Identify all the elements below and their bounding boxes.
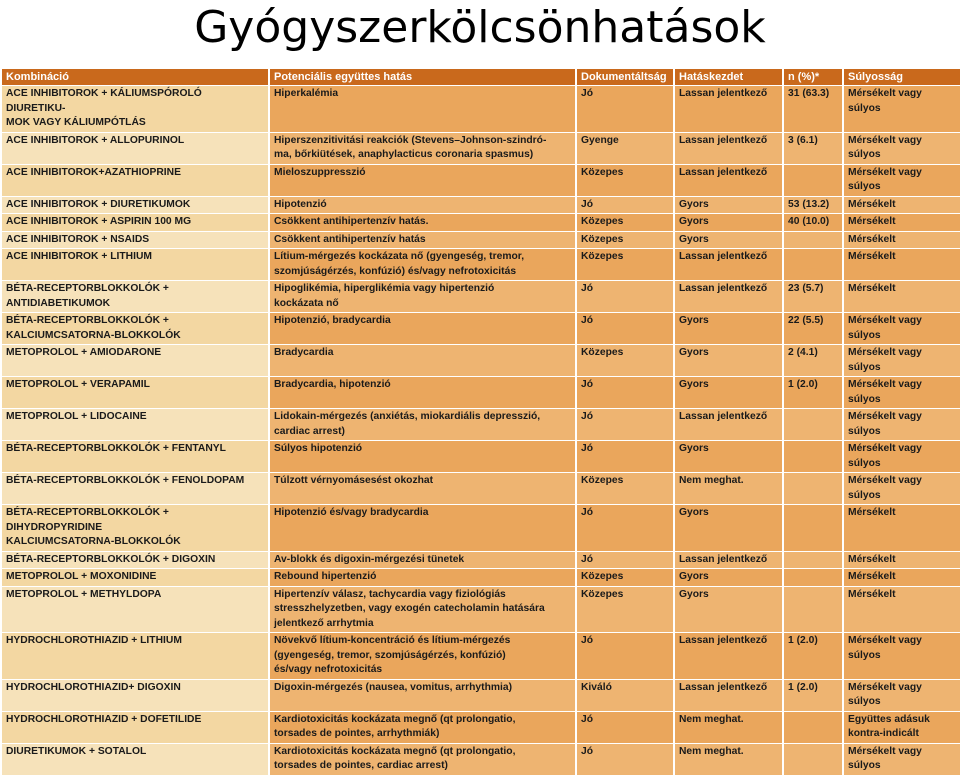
combination-cell: BÉTA-RECEPTORBLOKKOLÓK + KALCIUMCSATORNA-BLOKKOLÓK [2,313,268,344]
table-row [2,214,960,231]
column-header-onset: Hatáskezdet [675,69,782,85]
documentation-cell: Közepes [577,473,673,504]
effect-cell: Hiperszenzitivitási reakciók (Stevens–Johnson-szindró- ma, bőrkiütések, anaphylacticus coronaria spasmus) [270,133,575,164]
frequency-cell [784,587,842,633]
onset-cell: Nem meghat. [675,744,782,775]
table-row [2,409,960,440]
table-row [2,232,960,249]
effect-cell: Hiperkalémia [270,86,575,132]
combination-cell: BÉTA-RECEPTORBLOKKOLÓK + DIGOXIN [2,552,268,569]
effect-cell: Hipotenzió [270,197,575,214]
onset-cell: Gyors [675,232,782,249]
frequency-cell: 22 (5.5) [784,313,842,344]
documentation-cell: Jó [577,552,673,569]
combination-cell: ACE INHIBITOROK + DIURETIKUMOK [2,197,268,214]
effect-cell: Lítium-mérgezés kockázata nő (gyengeség, tremor, szomjúságérzés, konfúzió) és/vagy nefrotoxicitás [270,249,575,280]
onset-cell: Gyors [675,313,782,344]
combination-cell: ACE INHIBITOROK + ASPIRIN 100 MG [2,214,268,231]
severity-cell: Együttes adásuk kontra-indicált [844,712,960,743]
frequency-cell: 1 (2.0) [784,377,842,408]
documentation-cell: Jó [577,281,673,312]
column-header-combination: Kombináció [2,69,268,85]
table-row [2,249,960,280]
documentation-cell: Jó [577,313,673,344]
onset-cell: Lassan jelentkező [675,249,782,280]
combination-cell: HYDROCHLOROTHIAZID + LITHIUM [2,633,268,679]
severity-cell: Mérsékelt [844,197,960,214]
table-header-row [2,69,960,85]
frequency-cell [784,552,842,569]
table-row [2,680,960,711]
severity-cell: Mérsékelt [844,281,960,312]
table-row [2,505,960,551]
table-row [2,133,960,164]
documentation-cell: Közepes [577,569,673,586]
documentation-cell: Közepes [577,214,673,231]
frequency-cell [784,165,842,196]
combination-cell: BÉTA-RECEPTORBLOKKOLÓK + FENOLDOPAM [2,473,268,504]
interaction-table-container [0,68,960,771]
effect-cell: Rebound hipertenzió [270,569,575,586]
documentation-cell: Közepes [577,345,673,376]
frequency-cell [784,409,842,440]
severity-cell: Mérsékelt [844,587,960,633]
column-header-documentation: Dokumentáltság [577,69,673,85]
onset-cell: Nem meghat. [675,712,782,743]
documentation-cell: Jó [577,712,673,743]
documentation-cell: Közepes [577,232,673,249]
frequency-cell [784,473,842,504]
effect-cell: Kardiotoxicitás kockázata megnő (qt prolongatio, torsades de pointes, arrhythmiák) [270,712,575,743]
severity-cell: Mérsékelt vagy súlyos [844,345,960,376]
table-row [2,744,960,775]
severity-cell: Mérsékelt vagy súlyos [844,633,960,679]
severity-cell: Mérsékelt vagy súlyos [844,133,960,164]
severity-cell: Mérsékelt [844,232,960,249]
onset-cell: Gyors [675,569,782,586]
effect-cell: Av-blokk és digoxin-mérgezési tünetek [270,552,575,569]
column-header-severity: Súlyosság [844,69,960,85]
onset-cell: Nem meghat. [675,473,782,504]
frequency-cell [784,712,842,743]
table-row [2,281,960,312]
severity-cell: Mérsékelt vagy súlyos [844,313,960,344]
combination-cell: HYDROCHLOROTHIAZID+ DIGOXIN [2,680,268,711]
combination-cell: ACE INHIBITOROK + ALLOPURINOL [2,133,268,164]
frequency-cell: 23 (5.7) [784,281,842,312]
documentation-cell: Jó [577,633,673,679]
onset-cell: Lassan jelentkező [675,409,782,440]
onset-cell: Gyors [675,197,782,214]
effect-cell: Csökkent antihipertenzív hatás [270,232,575,249]
combination-cell: HYDROCHLOROTHIAZID + DOFETILIDE [2,712,268,743]
onset-cell: Gyors [675,505,782,551]
frequency-cell [784,249,842,280]
effect-cell: Hipoglikémia, hiperglikémia vagy hipertenzió kockázata nő [270,281,575,312]
frequency-cell: 1 (2.0) [784,680,842,711]
effect-cell: Hipertenzív válasz, tachycardia vagy fiziológiás stresszhelyzetben, vagy exogén catecholamin hatására jelentkező arrhytmia [270,587,575,633]
frequency-cell [784,744,842,775]
effect-cell: Túlzott vérnyomásesést okozhat [270,473,575,504]
severity-cell: Mérsékelt vagy súlyos [844,441,960,472]
column-header-frequency: n (%)* [784,69,842,85]
onset-cell: Gyors [675,377,782,408]
frequency-cell: 40 (10.0) [784,214,842,231]
severity-cell: Mérsékelt [844,552,960,569]
frequency-cell [784,505,842,551]
interaction-table [0,68,962,776]
documentation-cell: Közepes [577,587,673,633]
onset-cell: Gyors [675,345,782,376]
table-row [2,712,960,743]
severity-cell: Mérsékelt vagy súlyos [844,680,960,711]
severity-cell: Mérsékelt vagy súlyos [844,409,960,440]
effect-cell: Lidokain-mérgezés (anxiétás, miokardiális depresszió, cardiac arrest) [270,409,575,440]
documentation-cell: Jó [577,409,673,440]
table-row [2,345,960,376]
onset-cell: Lassan jelentkező [675,680,782,711]
table-row [2,552,960,569]
table-row [2,473,960,504]
table-row [2,587,960,633]
table-row [2,313,960,344]
combination-cell: BÉTA-RECEPTORBLOKKOLÓK + DIHYDROPYRIDINE KALCIUMCSATORNA-BLOKKOLÓK [2,505,268,551]
severity-cell: Mérsékelt vagy súlyos [844,377,960,408]
onset-cell: Gyors [675,441,782,472]
severity-cell: Mérsékelt vagy súlyos [844,165,960,196]
severity-cell: Mérsékelt vagy súlyos [844,473,960,504]
documentation-cell: Gyenge [577,133,673,164]
page-title: Gyógyszerkölcsönhatások [194,2,766,53]
effect-cell: Hipotenzió, bradycardia [270,313,575,344]
combination-cell: METOPROLOL + LIDOCAINE [2,409,268,440]
severity-cell: Mérsékelt [844,569,960,586]
onset-cell: Lassan jelentkező [675,552,782,569]
table-row [2,165,960,196]
combination-cell: METOPROLOL + VERAPAMIL [2,377,268,408]
onset-cell: Lassan jelentkező [675,165,782,196]
combination-cell: BÉTA-RECEPTORBLOKKOLÓK + FENTANYL [2,441,268,472]
documentation-cell: Jó [577,86,673,132]
frequency-cell [784,441,842,472]
documentation-cell: Kiváló [577,680,673,711]
frequency-cell [784,569,842,586]
frequency-cell [784,232,842,249]
documentation-cell: Jó [577,744,673,775]
documentation-cell: Jó [577,377,673,408]
severity-cell: Mérsékelt [844,214,960,231]
combination-cell: METOPROLOL + MOXONIDINE [2,569,268,586]
table-row [2,197,960,214]
effect-cell: Növekvő lítium-koncentráció és lítium-mérgezés (gyengeség, tremor, szomjúságérzés, konfúzió) és/vagy nefrotoxicitás [270,633,575,679]
onset-cell: Lassan jelentkező [675,133,782,164]
frequency-cell: 2 (4.1) [784,345,842,376]
documentation-cell: Jó [577,441,673,472]
effect-cell: Csökkent antihipertenzív hatás. [270,214,575,231]
combination-cell: ACE INHIBITOROK+AZATHIOPRINE [2,165,268,196]
documentation-cell: Jó [577,505,673,551]
table-row [2,86,960,132]
combination-cell: ACE INHIBITOROK + NSAIDS [2,232,268,249]
combination-cell: ACE INHIBITOROK + LITHIUM [2,249,268,280]
combination-cell: METOPROLOL + AMIODARONE [2,345,268,376]
severity-cell: Mérsékelt vagy súlyos [844,744,960,775]
table-body [2,86,960,775]
table-row [2,441,960,472]
effect-cell: Kardiotoxicitás kockázata megnő (qt prolongatio, torsades de pointes, cardiac arrest) [270,744,575,775]
documentation-cell: Közepes [577,165,673,196]
frequency-cell: 31 (63.3) [784,86,842,132]
column-header-effect: Potenciális együttes hatás [270,69,575,85]
onset-cell: Lassan jelentkező [675,86,782,132]
frequency-cell: 53 (13.2) [784,197,842,214]
onset-cell: Lassan jelentkező [675,633,782,679]
combination-cell: METOPROLOL + METHYLDOPA [2,587,268,633]
combination-cell: DIURETIKUMOK + SOTALOL [2,744,268,775]
combination-cell: BÉTA-RECEPTORBLOKKOLÓK + ANTIDIABETIKUMOK [2,281,268,312]
effect-cell: Súlyos hipotenzió [270,441,575,472]
documentation-cell: Jó [577,197,673,214]
effect-cell: Bradycardia, hipotenzió [270,377,575,408]
table-row [2,377,960,408]
onset-cell: Gyors [675,587,782,633]
severity-cell: Mérsékelt vagy súlyos [844,86,960,132]
documentation-cell: Közepes [577,249,673,280]
effect-cell: Bradycardia [270,345,575,376]
severity-cell: Mérsékelt [844,249,960,280]
table-row [2,569,960,586]
frequency-cell: 1 (2.0) [784,633,842,679]
onset-cell: Gyors [675,214,782,231]
frequency-cell: 3 (6.1) [784,133,842,164]
severity-cell: Mérsékelt [844,505,960,551]
effect-cell: Hipotenzió és/vagy bradycardia [270,505,575,551]
onset-cell: Lassan jelentkező [675,281,782,312]
effect-cell: Digoxin-mérgezés (nausea, vomitus, arrhythmia) [270,680,575,711]
table-row [2,633,960,679]
effect-cell: Mieloszuppresszió [270,165,575,196]
combination-cell: ACE INHIBITOROK + KÁLIUMSPÓROLÓ DIURETIKU- MOK VAGY KÁLIUMPÓTLÁS [2,86,268,132]
